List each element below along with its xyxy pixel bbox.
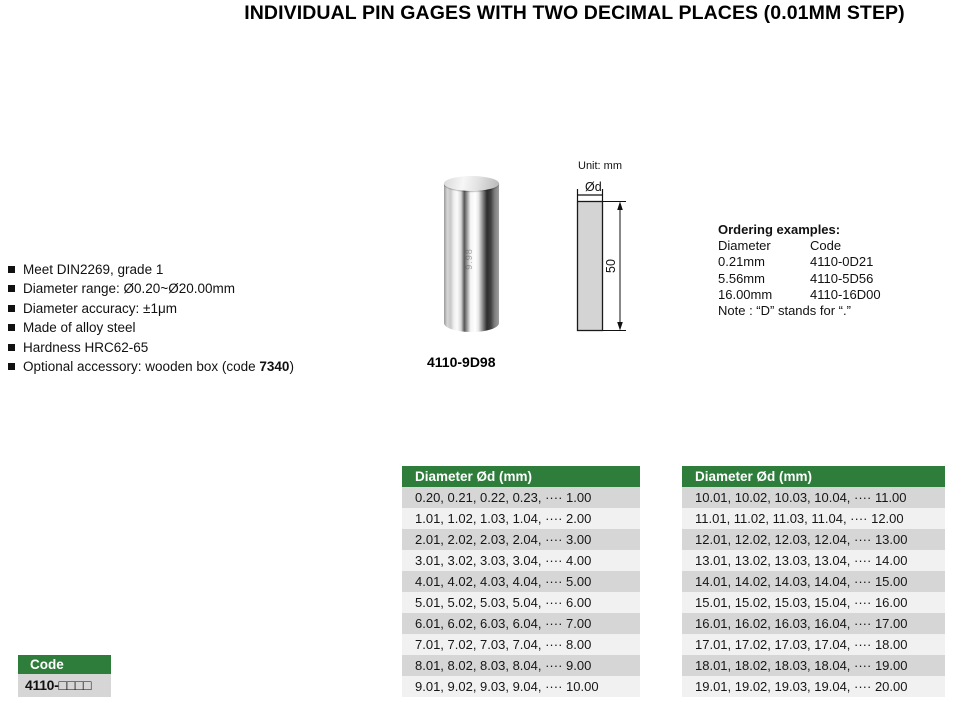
- feature-item: [8, 357, 388, 376]
- ordering-code-value: 4110-0D21: [810, 254, 874, 270]
- code-panel: [18, 655, 111, 697]
- table-row: 5.01, 5.02, 5.03, 5.04, ···· 6.00: [402, 592, 640, 613]
- ordering-diameter-value: 5.56mm: [718, 270, 765, 286]
- feature-item: [8, 338, 388, 357]
- page-title: INDIVIDUAL PIN GAGES WITH TWO DECIMAL PLACES (0.01MM STEP): [244, 2, 905, 24]
- ordering-examples: [718, 222, 948, 319]
- ordering-header-row: [718, 238, 948, 254]
- height-dim-label: 50: [604, 259, 618, 273]
- table-row: 8.01, 8.02, 8.03, 8.04, ···· 9.00: [402, 655, 640, 676]
- ordering-row: [718, 271, 948, 287]
- ordering-col-diameter: Diameter: [718, 238, 771, 254]
- pin-gage-photo: [444, 176, 499, 339]
- table-row: 13.01, 13.02, 13.03, 13.04, ···· 14.00: [682, 550, 945, 571]
- feature-text: Diameter accuracy: ±1μm: [23, 300, 177, 316]
- table-header: Diameter Ød (mm): [682, 466, 945, 487]
- bullet-square-icon: [8, 305, 15, 312]
- table-row: 18.01, 18.02, 18.03, 18.04, ···· 19.00: [682, 655, 945, 676]
- table-row: 12.01, 12.02, 12.03, 12.04, ···· 13.00: [682, 529, 945, 550]
- ordering-code-value: 4110-16D00: [810, 286, 881, 302]
- code-panel-header: Code: [18, 655, 111, 674]
- code-panel-value: 4110-□□□□: [18, 674, 111, 697]
- diameter-table-right: [682, 466, 945, 697]
- ordering-note: Note : “D” stands for “.”: [718, 303, 851, 319]
- table-body: [402, 487, 640, 697]
- ordering-diameter-value: 16.00mm: [718, 286, 773, 302]
- feature-text: Meet DIN2269, grade 1: [23, 262, 164, 277]
- feature-text: Hardness HRC62-65: [23, 339, 149, 355]
- pin-marking: 9.98: [463, 248, 474, 270]
- table-row: 6.01, 6.02, 6.03, 6.04, ···· 7.00: [402, 613, 640, 634]
- table-row: 16.01, 16.02, 16.03, 16.04, ···· 17.00: [682, 613, 945, 634]
- ordering-code-value: 4110-5D56: [810, 270, 874, 286]
- pin-outline-rect: [578, 202, 603, 331]
- bullet-square-icon: [8, 324, 15, 331]
- table-row: 0.20, 0.21, 0.22, 0.23, ···· 1.00: [402, 487, 640, 508]
- ordering-col-code: Code: [810, 238, 842, 254]
- table-row: 14.01, 14.02, 14.03, 14.04, ···· 15.00: [682, 571, 945, 592]
- feature-item: [8, 318, 388, 337]
- table-row: 9.01, 9.02, 9.03, 9.04, ···· 10.00: [402, 676, 640, 697]
- pin-model-label: 4110-9D98: [427, 354, 496, 370]
- table-row: 2.01, 2.02, 2.03, 2.04, ···· 3.00: [402, 529, 640, 550]
- ordering-diameter-value: 0.21mm: [718, 254, 765, 270]
- table-row: 19.01, 19.02, 19.03, 19.04, ···· 20.00: [682, 676, 945, 697]
- table-row: 4.01, 4.02, 4.03, 4.04, ···· 5.00: [402, 571, 640, 592]
- bullet-square-icon: [8, 363, 15, 370]
- table-row: 1.01, 1.02, 1.03, 1.04, ···· 2.00: [402, 508, 640, 529]
- ordering-title: Ordering examples:: [718, 222, 841, 237]
- table-body: [682, 487, 945, 697]
- dimension-drawing: [556, 156, 634, 342]
- feature-text: Made of alloy steel: [23, 320, 136, 336]
- ordering-row: [718, 287, 948, 303]
- table-header: Diameter Ød (mm): [402, 466, 640, 487]
- feature-text: Optional accessory: wooden box (code 7340): [23, 359, 294, 375]
- table-row: 10.01, 10.02, 10.03, 10.04, ···· 11.00: [682, 487, 945, 508]
- ordering-rows: [718, 254, 948, 303]
- pin-top-face: [444, 176, 499, 191]
- table-row: 7.01, 7.02, 7.03, 7.04, ···· 8.00: [402, 634, 640, 655]
- feature-item: [8, 299, 388, 318]
- unit-label: Unit: mm: [578, 160, 622, 172]
- table-row: 15.01, 15.02, 15.03, 15.04, ···· 16.00: [682, 592, 945, 613]
- feature-list: [8, 260, 388, 376]
- ordering-row: [718, 254, 948, 270]
- feature-item: [8, 260, 388, 279]
- table-row: 3.01, 3.02, 3.03, 3.04, ···· 4.00: [402, 550, 640, 571]
- bullet-square-icon: [8, 266, 15, 273]
- feature-text: Diameter range: Ø0.20~Ø20.00mm: [23, 281, 235, 297]
- bullet-square-icon: [8, 285, 15, 292]
- diameter-table-left: [402, 466, 640, 697]
- table-row: 11.01, 11.02, 11.03, 11.04, ···· 12.00: [682, 508, 945, 529]
- diameter-dim-label: Ød: [585, 180, 602, 194]
- table-row: 17.01, 17.02, 17.03, 17.04, ···· 18.00: [682, 634, 945, 655]
- feature-item: [8, 279, 388, 298]
- bullet-square-icon: [8, 344, 15, 351]
